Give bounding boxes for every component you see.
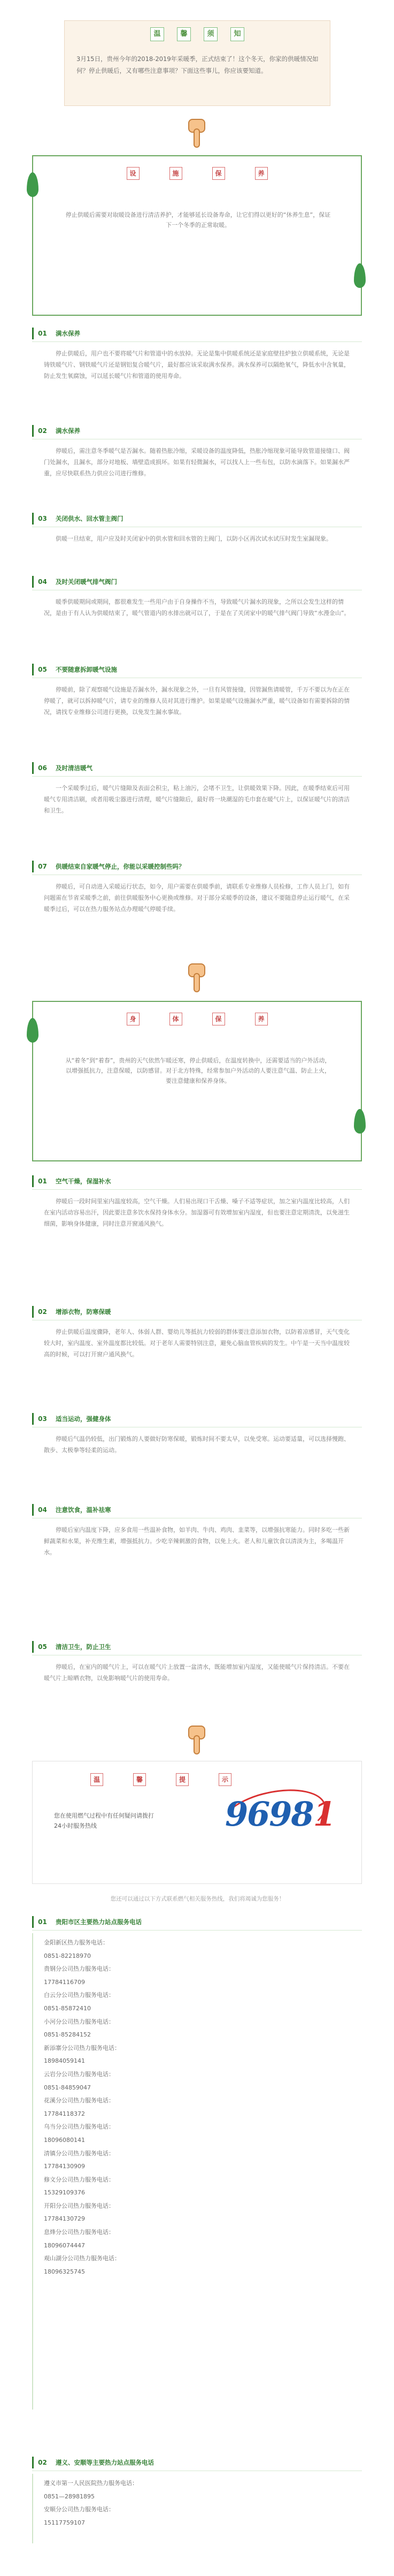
section-number: 05 [32, 1641, 51, 1653]
section-number: 01 [32, 328, 51, 339]
frame-title-char: 养 [255, 1013, 268, 1025]
warm-tip-text: 您在使用燃气过程中有任何疑问请拨打24小时服务热线 [54, 1812, 154, 1829]
contact-label: 云岩分公司热力服务电话： [44, 2070, 114, 2078]
frame-title [33, 1013, 361, 1025]
section-number: 07 [32, 861, 51, 872]
contact-label: 息烽分公司热力服务电话： [44, 2229, 114, 2236]
contact-phone: 15329109376 [44, 2189, 85, 2197]
section-number: 06 [32, 762, 51, 774]
notice-title-char: 馨 [177, 27, 191, 41]
contact-phone: 17784130909 [44, 2163, 85, 2170]
contact-phone: 17784116709 [44, 1978, 85, 1986]
section-header [32, 1504, 362, 1516]
section-header [32, 664, 362, 675]
contact-label: 花溪分公司热力服务电话： [44, 2097, 114, 2104]
section-title: 清洁卫生，防止卫生 [56, 1643, 111, 1651]
section-title: 遵义、安顺等主要热力站点服务电话 [56, 2459, 154, 2466]
section-header [32, 2457, 362, 2468]
section-title: 增添衣物，防寒保暖 [56, 1308, 111, 1316]
warm-tip-title-char: 示 [219, 1773, 231, 1786]
frame-title-char: 施 [169, 167, 182, 180]
contact-label: 清镇分公司热力服务电话： [44, 2149, 114, 2157]
contact-label: 贵钢分公司热力服务电话： [44, 1965, 114, 1973]
section-title: 空气干燥，保湿补水 [56, 1177, 111, 1185]
contact-label: 安顺分公司热力服务电话： [44, 2506, 114, 2513]
contact-label: 小河分公司热力服务电话： [44, 2018, 114, 2025]
notice-title [65, 27, 330, 41]
warm-tip-title-char: 馨 [133, 1773, 146, 1786]
frame-title-char: 设 [127, 167, 140, 180]
body-care-frame [32, 1001, 362, 1161]
section-title: 及时关闭暖气排气阀门 [56, 578, 117, 586]
section-text: 停止供暖后温度骤降，老年人、体弱人群、婴幼儿等抵抗力较弱的群体要注意添加衣物，以防着凉感冒，天气变化较大时，室内温度、室外温度都比较低。对于老年人需要特别注意，避免心脑血管疾病的发生。中午是一天当中温度较高的时候，可以打开窗户通风换气。 [44, 1328, 350, 1358]
section-title: 注意饮食，温补祛寒 [56, 1506, 111, 1514]
hotline-logo-main: 9698 [225, 1795, 313, 1834]
section-header [32, 762, 362, 774]
section-number: 04 [32, 1504, 51, 1516]
warm-tip-title-char: 温 [90, 1773, 103, 1786]
section-text: 停暖后一段时间里室内温度较高，空气干燥。人们易出现口干舌燥、嗓子不适等症状，加之室内温度比较高，人们在室内活动容易出汗，因此要注意多饮水保持身体水分。加湿器可有效增加室内湿度，但也要注意定期清洗，以免滋生细菌，影响身体健康，同时注意开窗通风换气。 [44, 1198, 350, 1227]
section-number: 05 [32, 664, 51, 675]
hotline-logo-tail: 1 [313, 1795, 335, 1834]
contact-phone: 0851-85872410 [44, 2004, 91, 2012]
pointing-hand-icon [187, 119, 206, 150]
section-title: 贵阳市区主要热力站点服务电话 [56, 1918, 142, 1926]
section-header [32, 1916, 362, 1928]
frame-title-char: 体 [169, 1013, 182, 1025]
contact-phone: 0851-82218970 [44, 1952, 91, 1959]
section-rule [32, 1933, 33, 2410]
notice-title-char: 须 [204, 27, 218, 41]
section-rule [32, 2474, 33, 2543]
frame-text: 停止供暖后需要对取暖设备进行清洁养护，才能够延长设备寿命，让它们得以更好的“休养生息”，保证下一个冬季的正常取暖。 [65, 211, 331, 229]
contact-label: 新添寨分公司热力服务电话： [44, 2044, 120, 2051]
section-number: 02 [32, 2457, 51, 2468]
contact-phone: 17784118372 [44, 2110, 85, 2117]
section-header [32, 1175, 362, 1187]
section-text: 一个采暖季过后，暖气片缝隙及表面会积尘，粘上油污，会堵不卫生，让供暖效果下降。因此，在暖季结束后可用暖气专用清洁刷，或者用吸尘器进行清理，暖气片缝隙后，最好将一块潮湿的毛巾套在暖气片上，以保证暖气片的清洁和卫生。 [44, 785, 350, 814]
section-number: 03 [32, 513, 51, 525]
warm-tip-title-char: 提 [176, 1773, 189, 1786]
pointing-hand-icon [187, 1726, 206, 1757]
frame-title-char: 保 [212, 1013, 225, 1025]
section-text: 停暖后，可自动进入采暖运行状态，如今，用户需要在供暖季前，请联系专业维修人员检修，工作人员上门，如有问题需在节省采暖季之前，前往供暖服务中心更换或维修。对于部分采暖季的设备，建议不要随意停止运行暖气，在采暖季过后，可以在热力服务站点办理暖气停暖手续。 [44, 883, 350, 913]
section-header [32, 328, 362, 339]
section-header [32, 1413, 362, 1425]
contact-label: 遵义市第一人民医院热力服务电话： [44, 2480, 138, 2487]
frame-text: 从“着冬”到“着春”，贵州的天气依然乍暖还寒，停止供暖后，在温度转换中，还需要适当的户外活动，以增强抵抗力，注意保暖，以防感冒。对于北方特殊，经常参加户外活动的人要注意气温、防止上火，要注意健康和保养身体。 [65, 1057, 331, 1084]
section-header [32, 861, 362, 872]
section-number: 04 [32, 576, 51, 588]
section-text: 停暖后气温仍较低，出门锻炼的人要做好防寒保暖，锻炼时间不要太早，以免受寒。运动要适量，可以选择慢跑、散步、太极拳等轻柔的运动。 [44, 1435, 350, 1454]
hotline-logo [225, 1795, 335, 1834]
contact-label: 观山湖分公司热力服务电话： [44, 2255, 120, 2262]
contact-label: 金阳新区热力服务电话： [44, 1939, 109, 1946]
contact-list [44, 2477, 351, 2529]
frame-title-char: 保 [212, 167, 225, 180]
notice-title-char: 温 [150, 27, 164, 41]
section-number: 02 [32, 1306, 51, 1318]
section-text: 暖季供暖期间或期间，都很难发生一些用户由于自身操作不当，导致暖气片漏水的现象，之所以会发生这样的情况，是由于有人认为供暖结束了，暖气管道内的水排出就可以了，于是在了关闭家中的暖气排气阀门导致“水漫金山”。 [44, 598, 350, 617]
section-text: 停止供暖后，用户也不要将暖气片和管道中的水放掉。无论是集中供暖系统还是家庭壁挂炉独立供暖系统，无论是铸铁暖气片、钢铁暖气片还是钢铝复合暖气片，最好都应该采取满水保养。满水保养可以隔绝氧气，降低水中含氧量，防止发生氧腐蚀，可以延长暖气片和管道的使用寿命。 [44, 350, 350, 379]
contact-phone: 0851—28981895 [44, 2493, 95, 2500]
section-header [32, 1641, 362, 1653]
section-header [32, 1306, 362, 1318]
contact-caption: 您还可以通过以下方式联系燃气相关服务热线，我们将竭诚为您服务！ [110, 1896, 285, 1902]
contact-phone: 0851-85284152 [44, 2031, 91, 2039]
section-header [32, 425, 362, 437]
section-title: 不要随意拆卸暖气设施 [56, 666, 117, 673]
leaf-icon [354, 263, 366, 288]
section-number: 02 [32, 425, 51, 437]
contact-phone: 18096080141 [44, 2136, 85, 2144]
section-number: 03 [32, 1413, 51, 1425]
section-text: 供暖一旦结束，用户应及时关闭家中的供水管和回水管的主阀门，以防小区再次试水试压时发生室漏现象。 [56, 535, 332, 542]
frame-title-char: 养 [255, 167, 268, 180]
section-title: 满水保养 [56, 330, 80, 337]
contact-label: 乌当分公司热力服务电话： [44, 2123, 114, 2131]
section-header [32, 513, 362, 525]
section-title: 适当运动，强健身体 [56, 1415, 111, 1423]
section-title: 关闭供水、回水管主阀门 [56, 515, 123, 522]
section-number: 01 [32, 1916, 51, 1928]
notice-text: 3月15日，贵州今年的2018-2019年采暖季，正式结束了！这个冬天，你家的供暖情况如何？停止供暖后，又有哪些注意事项？下面这些事儿，你应该要知道。 [76, 55, 319, 74]
notice-title-char: 知 [230, 27, 244, 41]
contact-list [44, 1936, 351, 2278]
contact-phone: 18096325745 [44, 2268, 85, 2275]
contact-phone: 17784130729 [44, 2215, 85, 2223]
section-title: 及时清洁暖气 [56, 764, 92, 772]
notice-card [64, 20, 330, 106]
section-header [32, 576, 362, 588]
warm-tip-title [75, 1773, 246, 1786]
contact-label: 白云分公司热力服务电话： [44, 1992, 114, 1999]
warm-tip-card [32, 1761, 362, 1884]
frame-title-char: 身 [127, 1013, 140, 1025]
frame-title [33, 167, 361, 180]
section-text: 停暖后，在室内的暖气片上，可以在暖气片上放置一盆清水，既能增加室内湿度，又能使暖气片保持清洁。不要在暖气片上晾晒衣物，以免影响暖气片的使用寿命。 [44, 1663, 350, 1682]
section-title: 供暖结束自家暖气停止，你能以采暖控制些吗？ [56, 863, 185, 870]
section-text: 停暖后室内温度下降，应多食用一些温补食物，如羊肉、牛肉、鸡肉、韭菜等，以增强抗寒能力。同时多吃一些新鲜蔬菜和水果，补充维生素，增强抵抗力。少吃辛辣刺激的食物，以免上火。老人和儿童饮食以清淡为主，多喝温开水。 [44, 1526, 350, 1556]
contact-phone: 15117759107 [44, 2519, 85, 2526]
maintenance-frame [32, 155, 362, 316]
section-text: 停暖前，除了观察暖气设施是否漏水外，漏水现象之外，一旦有风管接缝，因管漏焦请暖管，千万不要以为在正在停暖了，就可以拆掉暖气片，请专业的维修人员对其进行维护。如果是暖气设施漏水严重，暖气设备如有需要拆除的情况，请找专业维修公司进行更换，以免发生漏水事故。 [44, 686, 350, 716]
contact-phone: 0851-84859047 [44, 2084, 91, 2091]
contact-phone: 18096074447 [44, 2241, 85, 2249]
section-text: 停暖后，需注意冬季暖气是否漏水。随着热胀冷缩，采暖设备的温度降低，热胀冷缩现象可能导致管道接缝口、阀门处漏水，且漏水，部分对地板、墙壁造成损坏。如果有轻微漏水，可以找人上一些布包，以防水滴落下。如果漏水严重，应尽快联系热力供应公司进行维修。 [44, 447, 350, 477]
contact-label: 修文分公司热力服务电话： [44, 2176, 114, 2183]
section-number: 01 [32, 1175, 51, 1187]
contact-label: 开阳分公司热力服务电话： [44, 2202, 114, 2209]
pointing-hand-icon [187, 963, 206, 994]
leaf-icon [354, 1109, 366, 1134]
section-title: 满水保养 [56, 427, 80, 435]
contact-phone: 18984059141 [44, 2057, 85, 2065]
